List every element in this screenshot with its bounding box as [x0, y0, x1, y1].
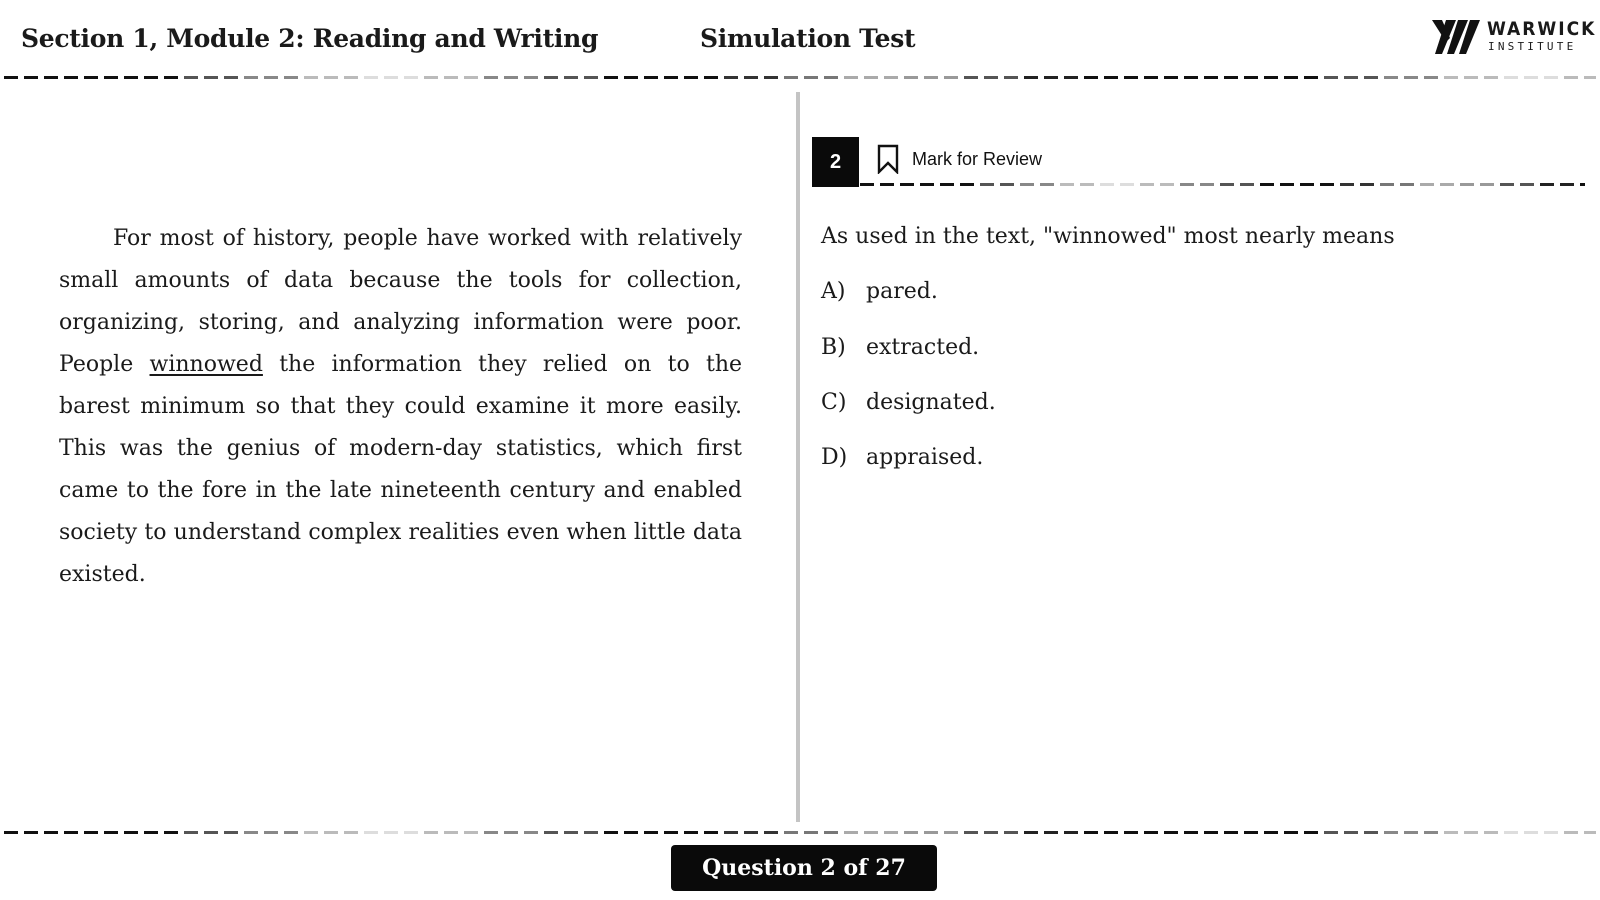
answer-choice-d[interactable]: [821, 439, 1421, 475]
pane-divider[interactable]: [796, 92, 800, 822]
choice-text: pared.: [866, 278, 938, 304]
bookmark-icon: [876, 144, 900, 174]
logo-subtitle: INSTITUTE: [1488, 40, 1577, 53]
question-number-badge: 2: [812, 137, 859, 187]
bottom-dashed-rule: [4, 831, 1596, 834]
choice-letter: A): [821, 278, 846, 304]
choice-letter: C): [821, 389, 847, 415]
choice-text: appraised.: [866, 444, 984, 470]
choice-letter: B): [821, 334, 846, 360]
warwick-logo: [1432, 18, 1597, 58]
passage-highlighted-word: winnowed: [149, 352, 263, 377]
choice-text: designated.: [866, 389, 996, 415]
answer-choice-b[interactable]: [821, 329, 1421, 365]
question-prompt: As used in the text, "winnowed" most nearly means: [821, 224, 1395, 249]
mark-for-review-button[interactable]: [876, 144, 1042, 174]
question-navigator-button[interactable]: Question 2 of 27: [671, 845, 937, 891]
answer-choice-c[interactable]: [821, 384, 1421, 420]
test-title: Simulation Test: [700, 24, 916, 53]
section-title: Section 1, Module 2: Reading and Writing: [21, 24, 599, 53]
top-dashed-rule: [4, 76, 1596, 79]
passage-text-after: the information they relied on to the barest minimum so that they could examine it more easily. This was the genius of modern-day statistics, which first came to the fore in the late nineteenth century and enabled society to understand complex realities even when little data existed.: [59, 352, 743, 587]
choice-text: extracted.: [866, 334, 980, 360]
logo-wordmark: WARWICK: [1487, 18, 1597, 40]
header: [0, 0, 1600, 78]
warwick-logo-mark-icon: [1432, 18, 1482, 56]
answer-choice-a[interactable]: [821, 273, 1421, 309]
passage-text-before: For most of history, people have worked with relatively small amounts of data because the tools for collection, organizing, storing, and analyzing information were poor. People: [59, 226, 742, 377]
reading-passage: [59, 218, 742, 596]
mark-for-review-label: Mark for Review: [912, 148, 1043, 169]
choice-letter: D): [821, 444, 848, 470]
question-header-dashed-rule: [860, 183, 1585, 186]
